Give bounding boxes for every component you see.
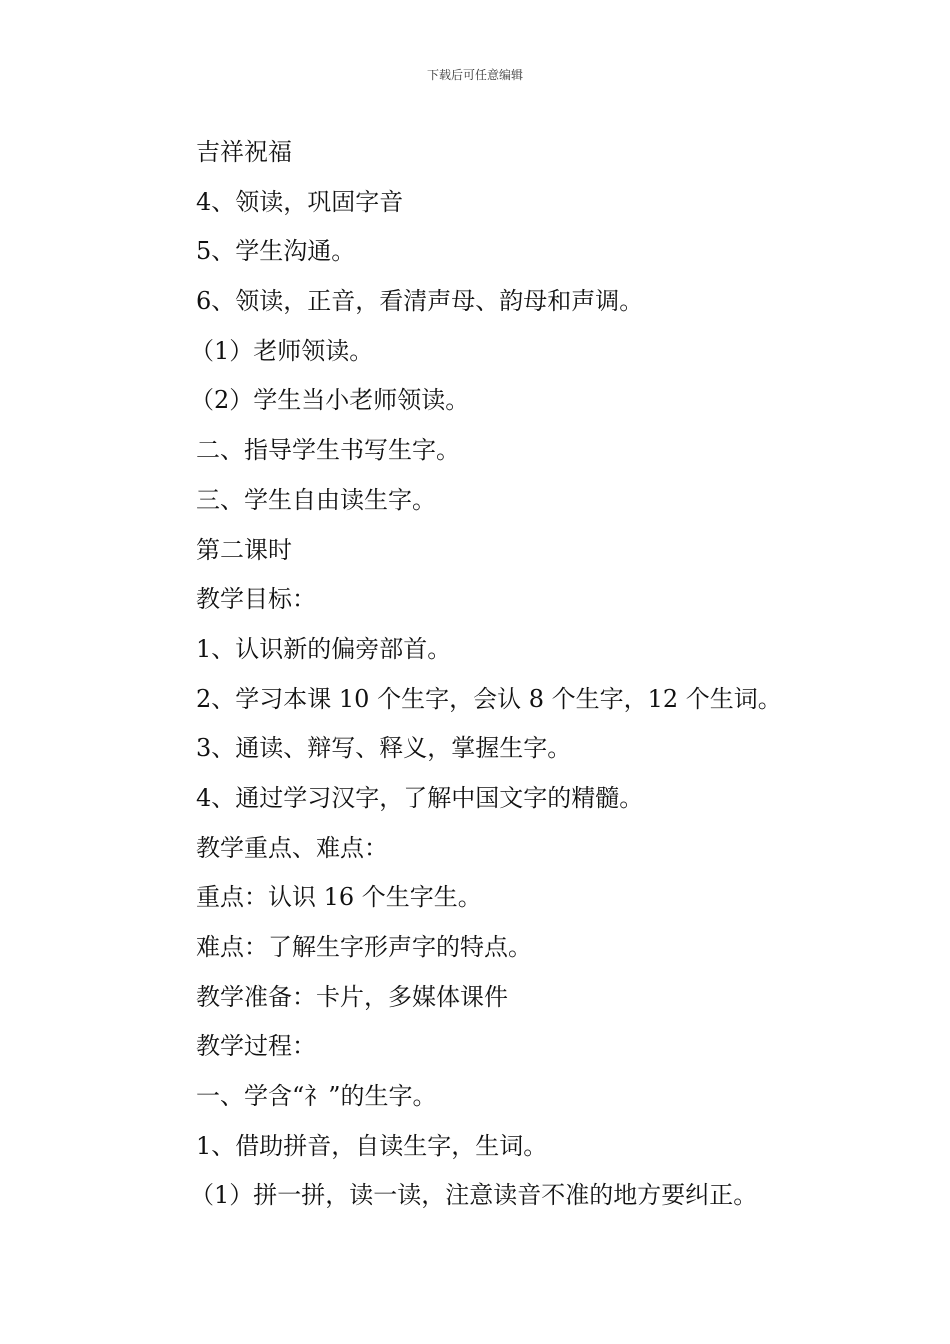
text-line: 4、通过学习汉字，了解中国文字的精髓。 [196, 783, 644, 812]
text-line: 吉祥祝福 [196, 138, 292, 166]
text-line: 三、学生自由读生字。 [196, 485, 436, 514]
text-line: 5、学生沟通。 [196, 237, 356, 266]
text-line: （2）学生当小老师领读。 [190, 386, 470, 415]
text-line: 教学重点、难点： [196, 833, 388, 862]
section-heading: 第二课时 [196, 535, 292, 564]
document-body [190, 128, 896, 1221]
text-line: 2、学习本课 10 个生字，会认 8 个生字，12 个生词。 [196, 684, 782, 713]
text-line: 3、通读、辩写、释义，掌握生字。 [196, 734, 572, 763]
text-line: 6、领读，正音，看清声母、韵母和声调。 [196, 287, 644, 316]
page-header: 下载后可任意编辑 [426, 68, 523, 82]
text-line: （1）老师领读。 [190, 336, 374, 365]
text-line: 教学准备：卡片，多媒体课件 [196, 982, 508, 1011]
text-line: 教学目标： [196, 585, 316, 614]
text-line: （1）拼一拼，读一读，注意读音不准的地方要纠正。 [190, 1181, 758, 1210]
text-line: 难点：了解生字形声字的特点。 [196, 933, 532, 961]
text-line: 1、借助拼音，自读生字，生词。 [196, 1131, 548, 1160]
text-line: 二、指导学生书写生字。 [196, 436, 460, 465]
text-line: 1、认识新的偏旁部首。 [196, 634, 452, 663]
text-line: 一、学含“礻”的生字。 [196, 1082, 437, 1111]
text-line: 教学过程： [196, 1032, 316, 1061]
text-line: 4、领读，巩固字音 [196, 187, 404, 216]
text-line: 重点：认识 16 个生字生。 [196, 883, 482, 912]
